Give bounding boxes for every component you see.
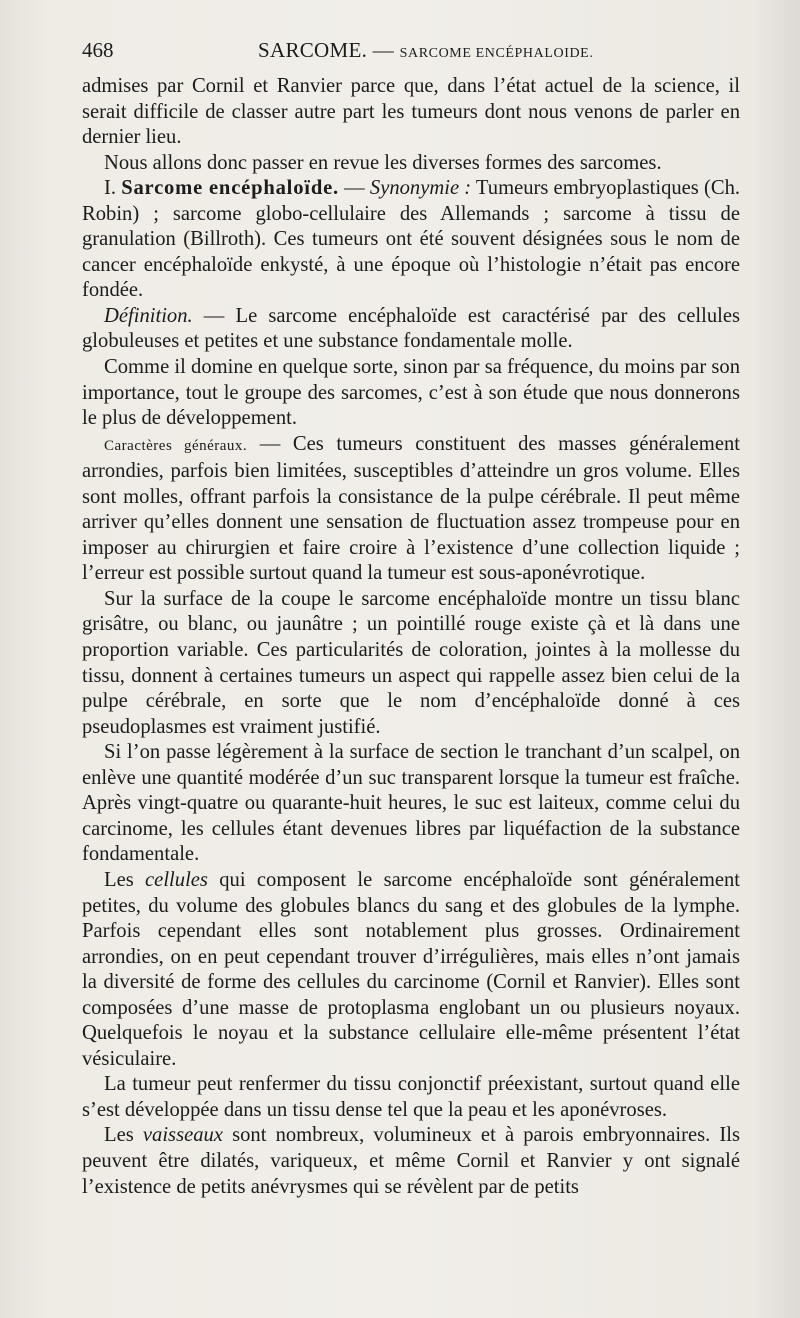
synonymy-label: Synonymie : — [369, 177, 472, 200]
paragraph-text: — Ces tumeurs constituent des masses généralement arrondies, parfois bien limitées, susceptibles d’atteindre un gros volume. Elles sont molles, offrant parfois la consistance de la pulpe cérébrale. Il peut même arriver qu’elles donnent une sensation de fluctuation assez trompeuse pour en imposer au chirurgien et faire croire à l’existence d’une collection liquide ; l’erreur est possible surtout quand la tumeur est sous-aponévrotique. — [82, 432, 740, 585]
page-number: 468 — [82, 38, 114, 62]
dash: — — [338, 177, 370, 200]
general-characters-label: Caractères généraux. — [104, 437, 248, 454]
paragraph-text: sont nombreux, volumineux et à parois embryonnaires. Ils peuvent être dilatés, variqueux, et même Cornil et Ranvier y ont signalé l’existence de petits anévrysmes qui se révèlent par de petits — [82, 1124, 740, 1198]
section-number: I. — [104, 177, 117, 200]
definition-label: Définition. — [104, 304, 193, 327]
page-header — [82, 38, 742, 68]
paragraph: La tumeur peut renfermer du tissu conjonctif préexistant, surtout quand elle s’est développée dans un tissu dense tel que la peau et les aponévroses. — [82, 1073, 740, 1121]
paragraph-text: — Le sarcome encéphaloïde est caractérisé par des cellules globuleuses et petites et une substance fondamentale molle. — [82, 304, 740, 353]
emphasis: cellules — [145, 868, 208, 891]
paragraph: Comme il domine en quelque sorte, sinon par sa fréquence, du moins par son importance, tout le groupe des sarcomes, c’est à son étude que nous donnerons le plus de développement. — [82, 356, 740, 430]
running-title-sub: SARCOME ENCÉPHALOIDE. — [399, 46, 594, 61]
running-title — [258, 38, 593, 63]
emphasis: vaisseaux — [142, 1124, 223, 1147]
running-title-main: SARCOME. — — [258, 38, 395, 62]
paragraph — [82, 176, 740, 304]
paragraph: Si l’on passe légèrement à la surface de section le tranchant d’un scalpel, on enlève une quantité modérée d’un suc transparent lorsque la tumeur est fraîche. Après vingt-quatre ou quarante-huit heures, le suc est laiteux, comme celui du carcinome, les cellules étant devenues libres par liquéfaction de la substance fondamentale. — [82, 741, 740, 866]
body-text — [82, 74, 740, 1200]
paragraph — [82, 868, 740, 1072]
paragraph — [82, 304, 740, 355]
paragraph-text: qui composent le sarcome encéphaloïde sont généralement petites, du volume des globules blancs du sang et des globules de la lymphe. Parfois cependant elles sont notablement plus grosses. Ordinairement arrondies, on en peut cependant trouver d’irrégulières, mais elles n’ont jamais la diversité de forme des cellules du carcinome (Cornil et Ranvier). Elles sont composées d’une masse de protoplasma englobant un ou plusieurs noyaux. Quelquefois le noyau et la substance cellulaire elle-même présentent l’état vésiculaire. — [82, 868, 740, 1070]
paragraph-text: Tumeurs embryoplastiques (Ch. Robin) ; sarcome globo-cellulaire des Allemands ; sarcome à tissu de granulation (Billroth). Ces tumeurs ont été souvent désignées sous le nom de cancer encéphaloïde enkysté, à une époque où l’histologie n’était pas encore fondée. — [82, 177, 741, 302]
section-title: Sarcome encéphaloïde. — [121, 177, 339, 200]
paragraph: admises par Cornil et Ranvier parce que, dans l’état actuel de la science, il serait difficile de classer autre part les tumeurs dont nous venons de parler en dernier lieu. — [82, 75, 740, 149]
paragraph: Nous allons donc passer en revue les diverses formes des sarcomes. — [104, 151, 662, 174]
paragraph — [82, 1123, 740, 1200]
paragraph: Sur la surface de la coupe le sarcome encéphaloïde montre un tissu blanc grisâtre, ou blanc, ou jaunâtre ; un pointillé rouge existe çà et là dans une proportion variable. Ces particularités de coloration, jointes à la mollesse du tissu, donnent à certaines tumeurs un aspect qui rappelle assez bien celui de la pulpe cérébrale, en sorte que le nom d’encéphaloïde donné à ces pseudoplasmes est vraiment justifié. — [82, 587, 740, 738]
paragraph-text: Les — [104, 868, 146, 891]
paragraph-text: Les — [104, 1124, 143, 1147]
paragraph — [82, 432, 740, 587]
